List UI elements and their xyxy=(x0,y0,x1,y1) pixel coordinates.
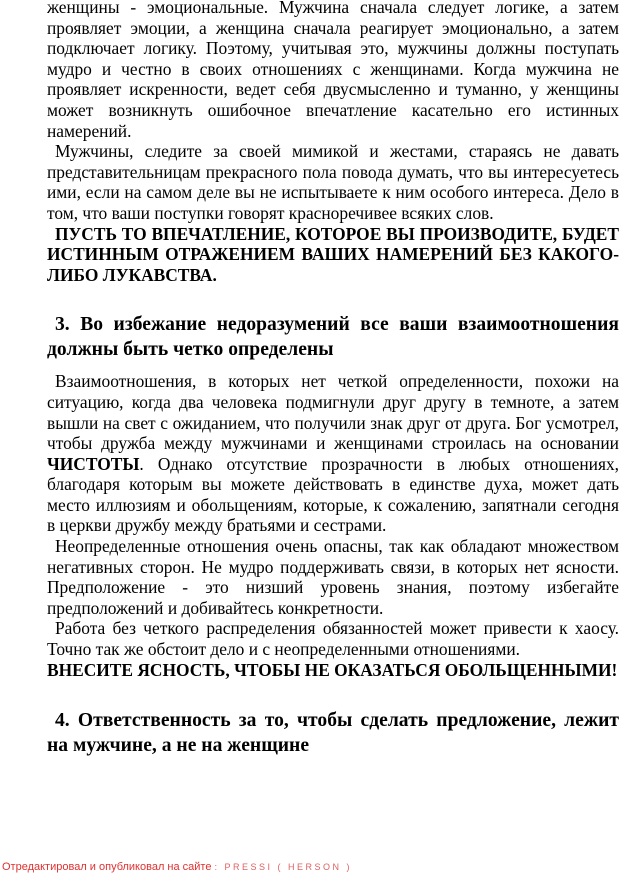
emphasis-paragraph: ВНЕСИТЕ ЯСНОСТЬ, ЧТОБЫ НЕ ОКАЗАТЬСЯ ОБОЛЬЩЕННЫМИ! xyxy=(47,659,618,680)
emphasis-word: ЧИСТОТЫ xyxy=(47,453,140,474)
paragraph-text: . Однако отсутствие прозрачности в любых отношениях, благодаря которым вы можете действовать в единстве духа, может дать место иллюзиям и обольщениям, которые, к сожалению, запятнали сегодня в церкви дружбу между братьями и сестрами. xyxy=(47,453,619,536)
section-heading-3: 3. Во избежание недоразумений все ваши взаимоотношения должны быть четко определены xyxy=(47,314,619,361)
paragraph-text: Взаимоотношения, в которых нет четкой определенности, похожи на ситуацию, когда два человека подмигнули друг другу в темноте, а затем вышли на свет с ожиданием, что получили знак друг от друга. Бог усмотрел, чтобы дружба между мужчинами и женщинами строилась на основании xyxy=(47,371,619,454)
footer-text: Отредактировал и опубликовал на сайте xyxy=(2,861,212,873)
publisher-footer xyxy=(2,861,352,874)
paragraph: женщины - эмоциональные. Мужчина сначала следует логике, а затем проявляет эмоции, а женщина сначала реагирует эмоционально, а затем подключает логику. Поэтому, учитывая это, мужчины должны поступать мудро и честно в своих отношениях с женщинами. Когда мужчина не проявляет искренности, ведет себя двусмысленно и туманно, у женщины может возникнуть ошибочное впечатление касательно его истинных намерений. xyxy=(47,0,619,141)
footer-site-name[interactable]: : PRESSI ( HERSON ) xyxy=(214,862,352,872)
paragraph: Мужчины, следите за своей мимикой и жестами, стараясь не давать представительницам прекрасного пола повода думать, что вы интересуетесь ими, если на самом деле вы не испытываете к ним особого интереса. Дело в том, что ваши поступки говорят красноречивее всяких слов. xyxy=(47,141,619,223)
document-page xyxy=(47,0,619,758)
section-heading-4: 4. Ответственность за то, чтобы сделать предложение, лежит на мужчине, а не на женщине xyxy=(47,710,619,757)
paragraph xyxy=(47,371,619,536)
paragraph: Неопределенные отношения очень опасны, так как обладают множеством негативных сторон. Не мудро поддерживать связи, в которых нет ясности. Предположение - это низший уровень знания, поэтому избегайте предположений и добивайтесь конкретности. xyxy=(47,536,619,618)
paragraph: Работа без четкого распределения обязанностей может привести к хаосу. Точно так же обстоит дело и с неопределенными отношениями. xyxy=(47,618,619,660)
emphasis-paragraph: ПУСТЬ ТО ВПЕЧАТЛЕНИЕ, КОТОРОЕ ВЫ ПРОИЗВОДИТЕ, БУДЕТ ИСТИННЫМ ОТРАЖЕНИЕМ ВАШИХ НАМЕРЕНИЙ БЕЗ КАКОГО-ЛИБО ЛУКАВСТВА. xyxy=(47,223,619,285)
